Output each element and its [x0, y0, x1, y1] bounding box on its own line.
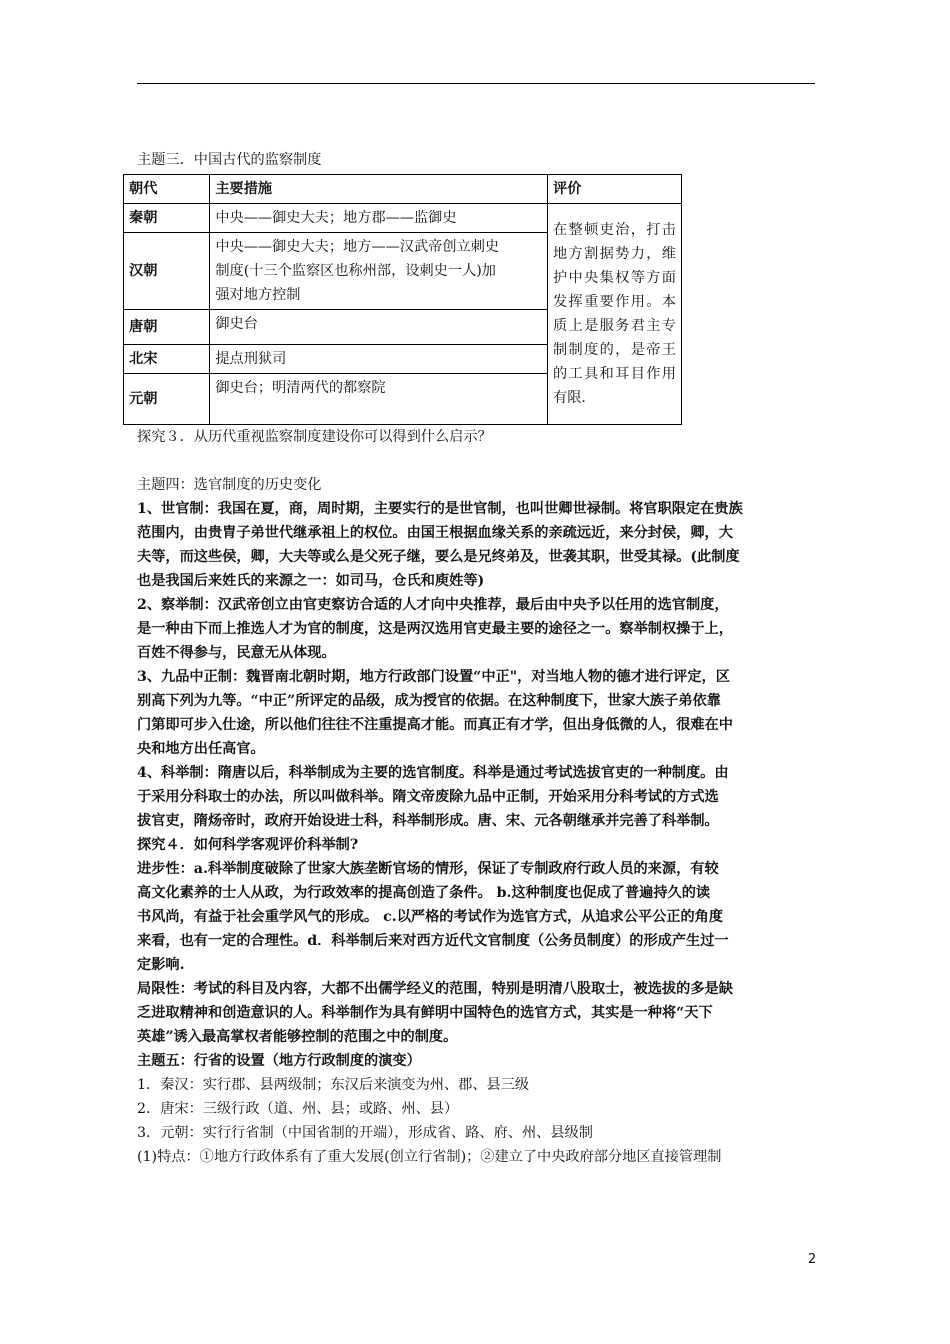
text-line: 于采用分科取士的办法，所以叫做科举。隋文帝废除九品中正制，开始采用分科考试的方式选	[137, 789, 719, 805]
text-line: 是一种由下而上推选人才为官的制度，这是两汉选用官吏最主要的途径之一。察举制权操于上，	[137, 621, 733, 637]
dynasty-cell: 北宋	[124, 345, 210, 374]
measure-cell: 提点刑狱司	[210, 345, 548, 374]
header-rule	[137, 83, 815, 84]
measure-cell: 御史台	[210, 310, 548, 345]
text-line: 央和地方出任高官。	[137, 741, 265, 757]
text-line: 别高下列为九等。“中正”所评定的品级，成为授官的依据。在这种制度下，世家大族子弟依靠	[137, 693, 721, 709]
text-line: 英雄”诱入最高掌权者能够控制的范围之中的制度。	[137, 1029, 458, 1045]
text-line: 定影响.	[137, 957, 185, 973]
paragraph-nine-rank	[137, 665, 815, 761]
text-line: 2、察举制：汉武帝创立由官吏察访合适的人才向中央推荐，最后由中央予以任用的选官制度，	[137, 597, 729, 613]
progress-paragraph	[137, 857, 815, 977]
topic5-item: 2．唐宋：三级行政（道、州、县；或路、州、县）	[137, 1101, 459, 1117]
text-line: 百姓不得参与，民意无从体现。	[137, 645, 336, 661]
evaluation-cell: 在整顿吏治，打击地方割据势力，维护中央集权等方面发挥重要作用。本质上是服务君主专制制度的，是帝王的工具和耳目作用有限.	[548, 204, 682, 425]
header-dynasty: 朝代	[124, 175, 210, 204]
text-line: 拔官吏，隋炀帝时，政府开始设进士科，科举制形成。唐、宋、元各朝继承并完善了科举制。	[137, 813, 719, 829]
limits-paragraph	[137, 977, 815, 1049]
text-line: 4、科举制：隋唐以后，科举制成为主要的选官制度。科举是通过考试选拔官吏的一种制度。由	[137, 765, 729, 781]
text-line: 局限性：考试的科目及内容，大都不出儒学经义的范围，特别是明清八股取士，被选拔的多是缺	[137, 981, 733, 997]
text-line: 门第即可步入仕途，所以他们往往不注重提高才能。而真正有才学，但出身低微的人，很难在中	[137, 717, 733, 733]
dynasty-cell: 元朝	[124, 374, 210, 425]
measure-cell	[210, 233, 548, 310]
paragraph-imperial-exam	[137, 761, 815, 833]
dynasty-cell: 唐朝	[124, 310, 210, 345]
table-header-row	[124, 175, 682, 204]
topic5-title: 主题五：行省的设置（地方行政制度的演变）	[137, 1053, 421, 1069]
header-measures: 主要措施	[210, 175, 548, 204]
measure-cell: 御史台；明清两代的都察院	[210, 374, 548, 425]
text-line: 高文化素养的士人从政，为行政效率的提高创造了条件。 b.这种制度也促成了普遍持久的读	[137, 885, 711, 901]
measure-line: 强对地方控制	[215, 287, 301, 303]
text-line: 来看，也有一定的合理性。d．科举制后来对西方近代文官制度（公务员制度）的形成产生过一	[137, 933, 729, 949]
topic5-item: 1．秦汉：实行郡、县两级制；东汉后来演变为州、郡、县三级	[137, 1077, 530, 1093]
text-line: 夫等，而这些侯，卿，大夫等或么是父死子继，要么是兄终弟及，世袭其职，世受其禄。(此制度	[137, 549, 740, 565]
text-line: 3、九品中正制：魏晋南北朝时期，地方行政部门设置“中正"，对当地人物的德才进行评定，区	[137, 669, 730, 685]
measure-cell: 中央——御史大夫；地方郡——监御史	[210, 204, 548, 233]
text-line: 进步性：a.科举制度破除了世家大族垄断官场的情形，保证了专制政府行政人员的来源，有较	[137, 861, 719, 877]
explore4-question: 探究４．如何科学客观评价科举制?	[137, 837, 359, 853]
explore3-question: 探究３．从历代重视监察制度建设你可以得到什么启示？	[137, 429, 492, 445]
topic5-feature: (1)特点：①地方行政体系有了重大发展(创立行省制)；②建立了中央政府部分地区直接管理制	[137, 1149, 722, 1165]
supervision-table	[123, 174, 682, 425]
measure-line: 中央——御史大夫；地方——汉武帝创立刺史	[215, 239, 500, 255]
topic4-title: 主题四：选官制度的历史变化	[137, 477, 322, 493]
table-row	[124, 204, 682, 233]
topic5-item: 3．元朝：实行行省制（中国省制的开端），形成省、路、府、州、县级制	[137, 1125, 593, 1141]
page-number: 2	[808, 1252, 817, 1267]
text-line: 1、世官制：我国在夏，商，周时期，主要实行的是世官制，也叫世卿世禄制。将官职限定在贵族	[137, 501, 743, 517]
paragraph-recommendation	[137, 593, 815, 665]
header-evaluation: 评价	[548, 175, 682, 204]
text-line: 范围内，由贵胄子弟世代继承祖上的权位。由国王根据血缘关系的亲疏远近，来分封侯，卿，大	[137, 525, 733, 541]
dynasty-cell: 汉朝	[124, 233, 210, 310]
text-line: 书风尚，有益于社会重学风气的形成。 c.以严格的考试作为选官方式，从追求公平公正的角度	[137, 909, 724, 925]
topic3-title: 主题三．中国古代的监察制度	[137, 152, 322, 168]
measure-line: 制度(十三个监察区也称州部，设刺史一人)加	[215, 263, 496, 279]
text-line: 乏进取精神和创造意识的人。科举制作为具有鲜明中国特色的选官方式，其实是一种将“天下	[137, 1005, 713, 1021]
dynasty-cell: 秦朝	[124, 204, 210, 233]
document-body	[129, 148, 815, 1169]
text-line: 也是我国后来姓氏的来源之一：如司马，仓氏和庾姓等)	[137, 573, 485, 589]
paragraph-hereditary	[137, 497, 815, 593]
